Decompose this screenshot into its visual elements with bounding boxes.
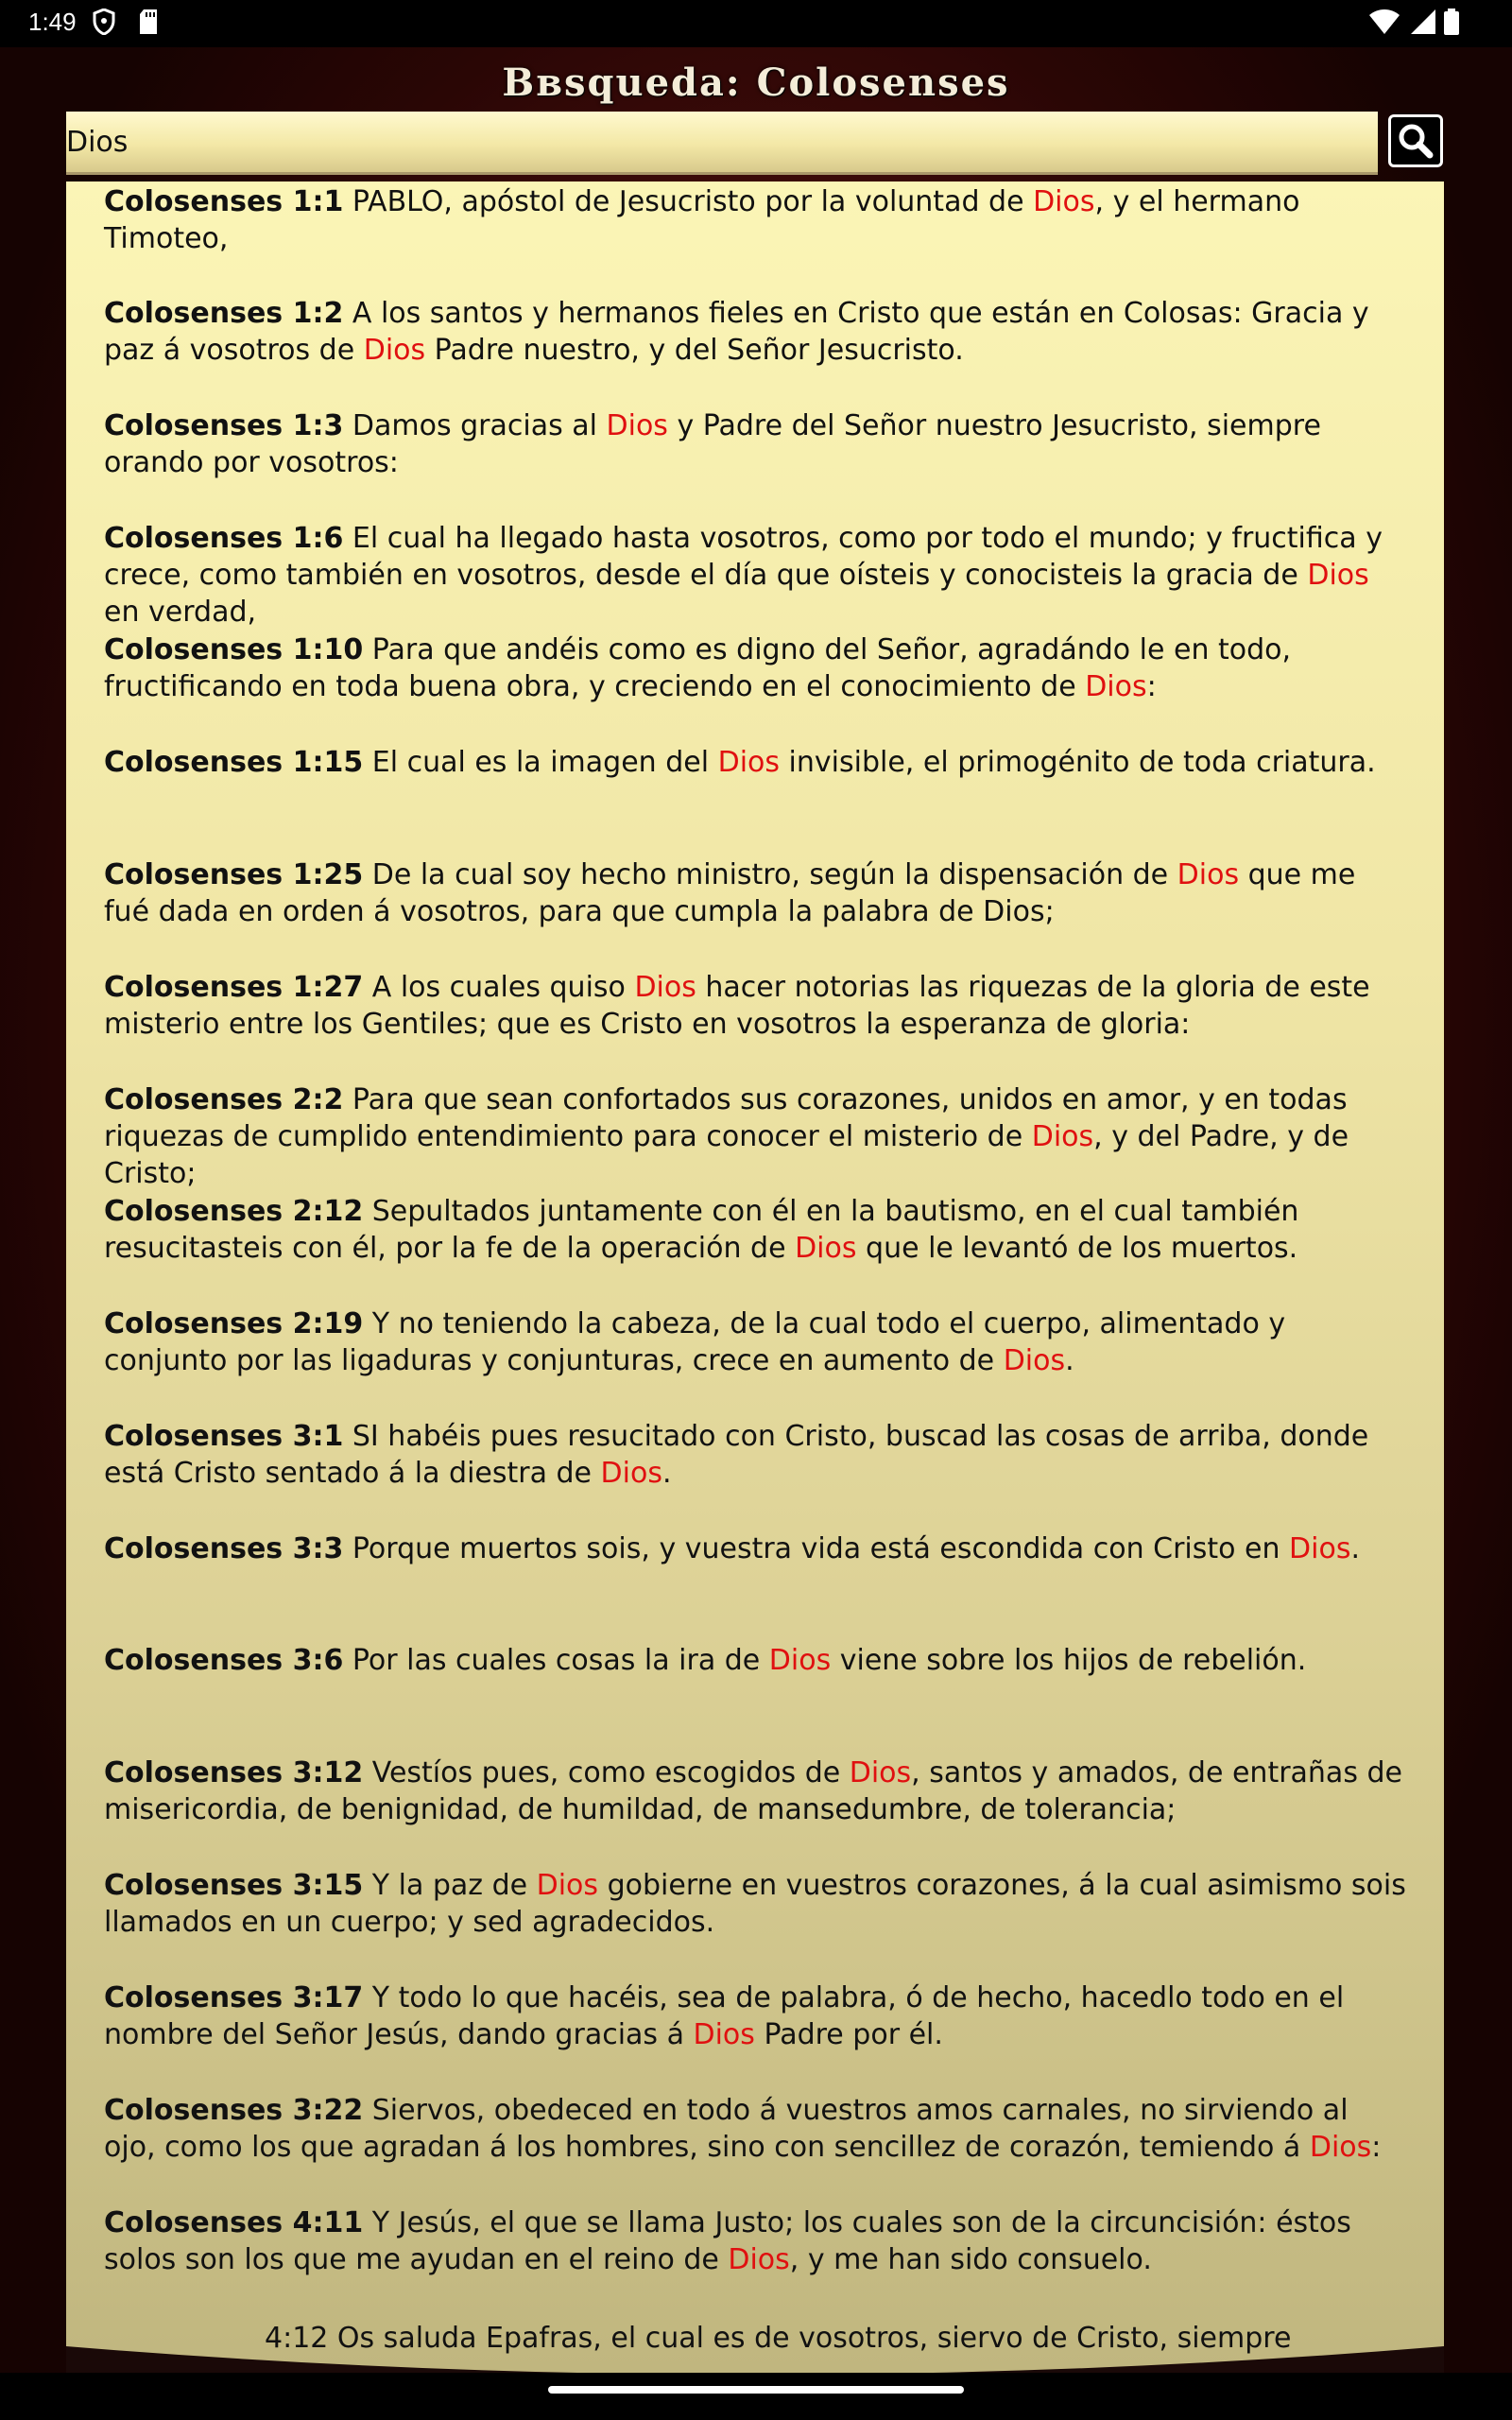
search-result-item[interactable] bbox=[104, 183, 1408, 257]
signal-icon bbox=[1410, 9, 1436, 42]
highlighted-term: Dios bbox=[606, 409, 668, 442]
verse-text: Y todo lo que hacéis, sea de palabra, ó de hecho, hacedlo todo en el nombre del Señor Jesús, dando gracias á bbox=[104, 1981, 1345, 2051]
app-screen bbox=[0, 47, 1512, 2373]
verse-text: Padre por él. bbox=[754, 2018, 943, 2051]
verse-text: Sepultados juntamente con él en la bautismo, en el cual también resucitasteis con él, por la fe de la operación de bbox=[104, 1195, 1299, 1265]
verse-text: , y del Padre, y de Cristo; bbox=[104, 1120, 1349, 1190]
search-button[interactable] bbox=[1388, 114, 1443, 167]
verse-text: hacer notorias las riquezas de la gloria de este misterio entre los Gentiles; que es Cristo en vosotros la esperanza de gloria: bbox=[104, 971, 1370, 1041]
verse-text: , y el hermano Timoteo, bbox=[104, 185, 1300, 255]
shield-icon bbox=[93, 9, 115, 42]
verse-reference: Colosenses 1:6 bbox=[104, 522, 344, 555]
highlighted-term: Dios bbox=[795, 1232, 857, 1265]
verse-text: El cual es la imagen del bbox=[363, 746, 718, 779]
wifi-icon bbox=[1368, 9, 1400, 42]
verse-reference: Colosenses 1:2 bbox=[104, 297, 344, 330]
verse-reference: Colosenses 3:17 bbox=[104, 1981, 364, 2014]
verse-text: Por las cuales cosas la ira de bbox=[343, 1644, 769, 1677]
search-result-item[interactable] bbox=[104, 1305, 1408, 1379]
verse-reference: Colosenses 2:2 bbox=[104, 1083, 344, 1116]
scroll-edge-shadow bbox=[66, 2346, 1444, 2373]
highlighted-term: Dios bbox=[363, 334, 426, 367]
verse-reference: Colosenses 3:22 bbox=[104, 2094, 364, 2127]
battery-icon bbox=[1444, 9, 1459, 42]
highlighted-term: Dios bbox=[1031, 1120, 1094, 1153]
verse-reference: Colosenses 1:3 bbox=[104, 409, 344, 442]
search-result-item[interactable] bbox=[104, 1754, 1408, 1828]
verse-reference: Colosenses 1:25 bbox=[104, 858, 364, 891]
search-result-item[interactable] bbox=[104, 1081, 1408, 1192]
status-time: 1:49 bbox=[28, 8, 77, 36]
verse-text: en verdad, bbox=[104, 596, 257, 629]
verse-text: A los santos y hermanos fieles en Cristo que están en Colosas: Gracia y paz á vosotros de bbox=[104, 297, 1369, 367]
verse-text: Y Jesús, el que se llama Justo; los cuales son de la circuncisión: éstos solos son los que me ayudan en el reino de bbox=[104, 2206, 1351, 2276]
verse-text: SI habéis pues resucitado con Cristo, buscad las cosas de arriba, donde está Cristo sentado á la diestra de bbox=[104, 1420, 1369, 1490]
verse-text: Para que andéis como es digno del Señor, agradándo le en todo, fructificando en toda buena obra, y creciendo en el conocimiento de bbox=[104, 633, 1292, 703]
verse-text: viene sobre los hijos de rebelión. bbox=[831, 1644, 1307, 1677]
verse-text: : bbox=[1146, 670, 1157, 703]
verse-text: Y no teniendo la cabeza, de la cual todo el cuerpo, alimentado y conjunto por las ligaduras y conjunturas, crece en aumento de bbox=[104, 1307, 1286, 1377]
verse-text: invisible, el primogénito de toda criatura. bbox=[780, 746, 1376, 779]
search-result-item[interactable] bbox=[104, 520, 1408, 631]
verse-text: Para que sean confortados sus corazones, unidos en amor, y en todas riquezas de cumplido entendimiento para conocer el misterio de bbox=[104, 1083, 1348, 1153]
search-result-item[interactable] bbox=[104, 1642, 1408, 1679]
search-result-item[interactable] bbox=[104, 1418, 1408, 1492]
verse-text: De la cual soy hecho ministro, según la dispensación de bbox=[363, 858, 1177, 891]
search-result-item[interactable] bbox=[104, 856, 1408, 930]
highlighted-term: Dios bbox=[1307, 559, 1369, 592]
navigation-bar bbox=[0, 2373, 1512, 2420]
highlighted-term: Dios bbox=[717, 746, 781, 779]
highlighted-term: Dios bbox=[1309, 2131, 1372, 2164]
verse-text: A los cuales quiso bbox=[363, 971, 635, 1004]
search-field bbox=[66, 112, 1378, 175]
verse-text: Porque muertos sois, y vuestra vida está escondida con Cristo en bbox=[343, 1532, 1290, 1565]
verse-text: Damos gracias al bbox=[343, 409, 607, 442]
verse-text: Siervos, obedeced en todo á vuestros amos carnales, no sirviendo al ojo, como los que agradan á los hombres, sino con sencillez de corazón, temiendo á bbox=[104, 2094, 1349, 2164]
search-result-item[interactable] bbox=[104, 1979, 1408, 2053]
search-result-item[interactable] bbox=[104, 2204, 1408, 2278]
verse-reference: Colosenses 3:6 bbox=[104, 1644, 344, 1677]
verse-text: y Padre del Señor nuestro Jesucristo, siempre orando por vosotros: bbox=[104, 409, 1321, 479]
search-result-item[interactable] bbox=[104, 295, 1408, 369]
verse-text: que le levantó de los muertos. bbox=[856, 1232, 1298, 1265]
sd-card-icon bbox=[138, 9, 159, 42]
verse-text: que me fué dada en orden á vosotros, para que cumpla la palabra de Dios; bbox=[104, 858, 1356, 928]
search-result-item[interactable] bbox=[104, 407, 1408, 481]
home-gesture-handle[interactable] bbox=[548, 2386, 964, 2394]
verse-text: , santos y amados, de entrañas de misericordia, de benignidad, de humildad, de mansedumbre, de tolerancia; bbox=[104, 1756, 1402, 1826]
verse-text: Y la paz de bbox=[363, 1869, 537, 1902]
verse-reference: Colosenses 3:3 bbox=[104, 1532, 344, 1565]
search-result-item[interactable] bbox=[104, 969, 1408, 1043]
highlighted-term: Dios bbox=[634, 971, 696, 1004]
verse-reference: Colosenses 4:11 bbox=[104, 2206, 364, 2239]
verse-reference: Colosenses 1:15 bbox=[104, 746, 364, 779]
verse-reference: Colosenses 1:1 bbox=[104, 185, 344, 218]
verse-text: 4:12 Os saluda Epafras, el cual es de vosotros, siervo de Cristo, siempre bbox=[265, 2322, 1292, 2355]
highlighted-term: Dios bbox=[1177, 858, 1240, 891]
search-result-item[interactable] bbox=[104, 2092, 1408, 2166]
results-list[interactable] bbox=[66, 182, 1444, 2373]
search-result-item[interactable] bbox=[104, 1867, 1408, 1941]
search-result-item[interactable] bbox=[104, 631, 1408, 705]
highlighted-term: Dios bbox=[1033, 185, 1095, 218]
status-bar bbox=[0, 0, 1512, 47]
verse-reference: Colosenses 3:12 bbox=[104, 1756, 364, 1789]
highlighted-term: Dios bbox=[1289, 1532, 1351, 1565]
search-input[interactable] bbox=[66, 112, 1370, 172]
search-icon bbox=[1391, 117, 1440, 164]
verse-text: . bbox=[662, 1457, 672, 1490]
verse-text: El cual ha llegado hasta vosotros, como por todo el mundo; y fructifica y crece, como también en vosotros, desde el día que oísteis y conocisteis la gracia de bbox=[104, 522, 1383, 592]
search-result-item[interactable] bbox=[104, 744, 1408, 781]
verse-text: . bbox=[1350, 1532, 1360, 1565]
highlighted-term: Dios bbox=[693, 2018, 755, 2051]
verse-reference: Colosenses 3:15 bbox=[104, 1869, 364, 1902]
verse-text: . bbox=[1065, 1344, 1074, 1377]
verse-reference: Colosenses 3:1 bbox=[104, 1420, 344, 1453]
verse-text: Padre nuestro, y del Señor Jesucristo. bbox=[425, 334, 964, 367]
verse-text: Vestíos pues, como escogidos de bbox=[363, 1756, 850, 1789]
search-result-item[interactable] bbox=[104, 1530, 1408, 1567]
highlighted-term: Dios bbox=[728, 2243, 790, 2276]
highlighted-term: Dios bbox=[1085, 670, 1147, 703]
verse-reference: Colosenses 1:10 bbox=[104, 633, 364, 666]
verse-reference: Colosenses 2:19 bbox=[104, 1307, 364, 1340]
highlighted-term: Dios bbox=[1003, 1344, 1066, 1377]
highlighted-term: Dios bbox=[849, 1756, 912, 1789]
verse-reference: Colosenses 2:12 bbox=[104, 1195, 364, 1228]
page-title: Bвsqueda: Colosenses bbox=[502, 60, 1010, 105]
verse-text: PABLO, apóstol de Jesucristo por la voluntad de bbox=[343, 185, 1034, 218]
highlighted-term: Dios bbox=[768, 1644, 832, 1677]
verse-text: gobierne en vuestros corazones, á la cual asimismo sois llamados en un cuerpo; y sed agradecidos. bbox=[104, 1869, 1406, 1939]
verse-text: , y me han sido consuelo. bbox=[789, 2243, 1152, 2276]
verse-text: : bbox=[1371, 2131, 1382, 2164]
search-result-item[interactable] bbox=[104, 1193, 1408, 1267]
highlighted-term: Dios bbox=[536, 1869, 599, 1902]
highlighted-term: Dios bbox=[600, 1457, 662, 1490]
verse-reference: Colosenses 1:27 bbox=[104, 971, 364, 1004]
